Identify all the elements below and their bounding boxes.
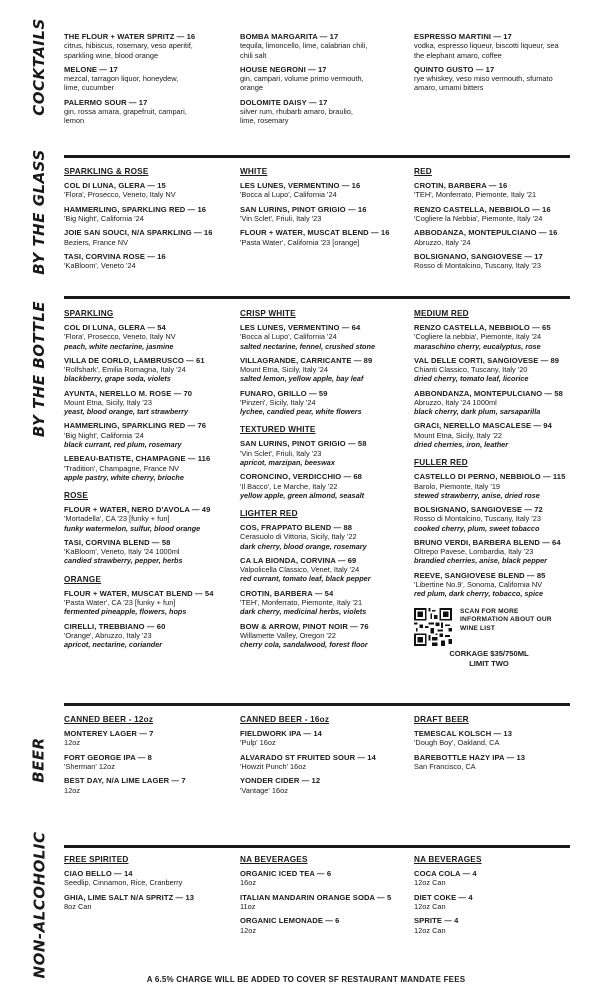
item-tasting-notes: cherry cola, sandalwood, forest floor bbox=[240, 640, 368, 650]
item-name: COL DI LUNA, GLERA — 54 bbox=[64, 323, 166, 332]
item-description: tequila, limoncello, lime, calabrian chili, bbox=[240, 41, 368, 51]
menu-group bbox=[414, 309, 604, 449]
item-tasting-notes: maraschino cherry, eucalyptus, rose bbox=[414, 341, 541, 351]
divider-1 bbox=[64, 155, 570, 158]
bottle-section bbox=[0, 300, 612, 709]
menu-item bbox=[64, 589, 232, 617]
item-name: YONDER CIDER — 12 bbox=[240, 776, 321, 786]
item-description: Oltrepo Pavese, Lombardia, Italy '23 bbox=[414, 547, 534, 557]
menu-item bbox=[64, 421, 232, 449]
item-name: TASI, CORVINA ROSE — 16 bbox=[64, 251, 166, 261]
menu-group bbox=[240, 509, 408, 649]
item-description: 'Bocca al Lupo', California '24 bbox=[240, 190, 337, 200]
cocktails-col-3 bbox=[414, 32, 604, 98]
nonalc-side-label-wrap bbox=[16, 831, 62, 979]
menu-item bbox=[414, 205, 604, 224]
menu-group bbox=[64, 167, 232, 270]
menu-group bbox=[240, 855, 408, 935]
item-name: BAREBOTTLE HAZY IPA — 13 bbox=[414, 752, 526, 762]
item-description: gin, rossa amara, grapefruit, campari, bbox=[64, 107, 187, 117]
item-tasting-notes: apricot, marzipan, beeswax bbox=[240, 458, 335, 468]
item-name: ABBODANZA, MONTEPULCIANO — 16 bbox=[414, 228, 558, 238]
menu-group bbox=[64, 715, 232, 795]
item-description: 'Orange', Abruzzo, Italy '23 bbox=[64, 630, 152, 640]
menu-item bbox=[64, 622, 232, 650]
item-name: HAMMERLING, SPARKLING RED — 16 bbox=[64, 204, 207, 214]
divider-2 bbox=[64, 296, 570, 299]
item-description: 'Pulp' 16oz bbox=[240, 738, 276, 748]
item-description: 'Howzit Punch' 16oz bbox=[240, 762, 307, 772]
item-name: ORGANIC LEMONADE — 6 bbox=[240, 916, 340, 926]
item-description: silver rum, rhubarb amaro, braulio, bbox=[240, 107, 353, 117]
item-description: 'Flora', Prosecco, Veneto, Italy NV bbox=[64, 332, 176, 342]
item-name: CIRELLI, TREBBIANO — 60 bbox=[64, 621, 166, 631]
beer-side-label-wrap bbox=[16, 715, 62, 805]
item-description: 12oz Can bbox=[414, 925, 446, 935]
nonalc-col-1 bbox=[64, 855, 232, 920]
item-name: CASTELLO DI PERNO, NEBBIOLO — 115 bbox=[414, 472, 566, 482]
menu-item bbox=[240, 181, 408, 200]
item-name: MONTEREY LAGER — 7 bbox=[64, 729, 154, 738]
item-name: GHIA, LIME SALT N/A SPRITZ — 13 bbox=[64, 892, 195, 902]
item-tasting-notes: lychee, candied pear, white flowers bbox=[240, 407, 362, 417]
menu-item bbox=[240, 205, 408, 224]
item-tasting-notes: yellow apple, green almond, seasalt bbox=[240, 490, 365, 500]
beer-col-2 bbox=[240, 715, 408, 804]
menu-group bbox=[64, 491, 232, 566]
cocktails-col-1 bbox=[64, 32, 232, 130]
group-heading: NA BEVERAGES bbox=[414, 855, 482, 864]
item-description: 12oz Can bbox=[414, 878, 446, 888]
menu-item bbox=[64, 893, 232, 912]
menu-group bbox=[414, 458, 604, 598]
menu-item bbox=[414, 753, 604, 772]
item-description: vodka, espresso liqueur, biscotti liqueur, sea bbox=[414, 41, 559, 51]
menu-item bbox=[414, 228, 604, 247]
menu-item bbox=[64, 538, 232, 566]
item-name: DOLOMITE DAISY — 17 bbox=[240, 97, 328, 107]
item-name: BOLSIGNANO, SANGIOVESE — 17 bbox=[414, 251, 543, 261]
menu-item bbox=[64, 98, 232, 126]
group-heading: RED bbox=[414, 167, 432, 176]
menu-item bbox=[240, 869, 408, 888]
item-description: orange bbox=[240, 83, 264, 93]
item-name: TEMESCAL KOLSCH — 13 bbox=[414, 729, 513, 738]
item-description: 16oz bbox=[240, 878, 257, 888]
bottle-col-1 bbox=[64, 309, 232, 658]
menu-item bbox=[414, 916, 604, 935]
item-description: Seedlip, Cinnamon, Rice, Cranberry bbox=[64, 878, 183, 888]
item-name: CORONCINO, VERDICCHIO — 68 bbox=[240, 472, 363, 482]
menu-item bbox=[64, 776, 232, 795]
item-description: Abruzzo, Italy '24 bbox=[414, 237, 471, 247]
item-description: 'Cogliere la Nebbia', Piemonte, Italy '24 bbox=[414, 214, 543, 224]
menu-item bbox=[240, 589, 408, 617]
corkage-limit: LIMIT TWO bbox=[469, 658, 509, 668]
menu-item bbox=[240, 439, 408, 467]
item-name: BOLSIGNANO, SANGIOVESE — 72 bbox=[414, 505, 543, 515]
item-name: FORT GEORGE IPA — 8 bbox=[64, 752, 152, 762]
menu-group bbox=[240, 309, 408, 416]
item-description: Beziers, France NV bbox=[64, 237, 129, 247]
item-description: Barolo, Piemonte, Italy '19 bbox=[414, 481, 501, 491]
item-name: ITALIAN MANDARIN ORANGE SODA — 5 bbox=[240, 892, 392, 902]
menu-group bbox=[240, 715, 408, 795]
menu-item bbox=[414, 869, 604, 888]
item-name: FLOUR + WATER, MUSCAT BLEND — 54 bbox=[64, 588, 214, 598]
menu-item bbox=[240, 65, 408, 93]
item-name: DIET COKE — 4 bbox=[414, 892, 473, 902]
menu-item bbox=[64, 505, 232, 533]
menu-item bbox=[240, 556, 408, 584]
item-description: 'Vin Sclet', Friuli, Italy '23 bbox=[240, 448, 322, 458]
menu-item bbox=[64, 323, 232, 351]
nonalc-col-2 bbox=[240, 855, 408, 944]
item-tasting-notes: cooked cherry, plum, sweet tobacco bbox=[414, 523, 540, 533]
item-name: QUINTO GUSTO — 17 bbox=[414, 64, 495, 74]
item-description: amaro, umami bitters bbox=[414, 83, 484, 93]
item-description: lime, cucumber bbox=[64, 83, 115, 93]
item-description: 'Flora', Prosecco, Veneto, Italy NV bbox=[64, 190, 176, 200]
item-name: AYUNTA, NERELLO M. ROSE — 70 bbox=[64, 388, 193, 398]
glass-col-1 bbox=[64, 167, 232, 279]
item-name: FIELDWORK IPA — 14 bbox=[240, 729, 322, 738]
item-name: BOMBA MARGARITA — 17 bbox=[240, 32, 339, 41]
menu-item bbox=[414, 356, 604, 384]
item-description: 'Mortadella', CA '23 [funky + fun] bbox=[64, 514, 170, 524]
menu-item bbox=[414, 181, 604, 200]
menu-group bbox=[240, 167, 408, 247]
item-description: Mount Etna, Sicily, Italy '24 bbox=[240, 365, 328, 375]
item-name: FLOUR + WATER, MUSCAT BLEND — 16 bbox=[240, 228, 390, 238]
qr-code-icon[interactable] bbox=[414, 608, 452, 646]
item-tasting-notes: stewed strawberry, anise, dried rose bbox=[414, 490, 540, 500]
group-heading: CANNED BEER - 12oz bbox=[64, 715, 154, 724]
beer-col-1 bbox=[64, 715, 232, 804]
item-name: COL DI LUNA, GLERA — 15 bbox=[64, 181, 166, 190]
item-name: RENZO CASTELLA, NEBBIOLO — 16 bbox=[414, 204, 551, 214]
item-description: 'KaBloom', Veneto, Italy '24 1000ml bbox=[64, 547, 180, 557]
menu-item bbox=[240, 622, 408, 650]
item-tasting-notes: black cherry, dark plum, sarsaparilla bbox=[414, 407, 541, 417]
nonalc-col-3 bbox=[414, 855, 604, 944]
item-description: Willamette Valley, Oregon '22 bbox=[240, 630, 337, 640]
group-heading: ROSE bbox=[64, 491, 89, 501]
glass-col-2 bbox=[240, 167, 408, 256]
item-description: 'Sherman' 12oz bbox=[64, 762, 115, 772]
item-name: LES LUNES, VERMENTINO — 64 bbox=[240, 323, 361, 332]
group-heading: TEXTURED WHITE bbox=[240, 425, 316, 435]
item-name: THE FLOUR + WATER SPRITZ — 16 bbox=[64, 32, 196, 41]
menu-item bbox=[414, 505, 604, 533]
item-name: FLOUR + WATER, NERO D'AVOLA — 49 bbox=[64, 505, 211, 515]
item-tasting-notes: black currant, red plum, rosemary bbox=[64, 440, 182, 450]
menu-item bbox=[64, 389, 232, 417]
item-tasting-notes: apple pastry, white cherry, brioche bbox=[64, 472, 184, 482]
glass-side-label-wrap bbox=[16, 149, 62, 275]
item-tasting-notes: fermented pineapple, flowers, hops bbox=[64, 607, 187, 617]
menu-item bbox=[414, 472, 604, 500]
item-tasting-notes: salted lemon, yellow apple, bay leaf bbox=[240, 374, 364, 384]
item-description: Rosso di Montalcino, Tuscany, Italy '23 bbox=[414, 261, 541, 271]
menu-group bbox=[414, 855, 604, 935]
item-name: CIAO BELLO — 14 bbox=[64, 869, 133, 878]
nonalc-side-label: NON-ALCOHOLIC bbox=[30, 831, 48, 979]
item-description: 'Libertine No.9', Sonoma, California NV bbox=[414, 580, 543, 590]
item-name: VILLAGRANDE, CARRICANTE — 89 bbox=[240, 355, 373, 365]
item-tasting-notes: apricot, nectarine, coriander bbox=[64, 640, 163, 650]
item-name: SPRITE — 4 bbox=[414, 916, 459, 926]
bottle-col-2 bbox=[240, 309, 408, 658]
menu-item bbox=[64, 454, 232, 482]
glass-section bbox=[0, 149, 612, 292]
menu-item bbox=[240, 228, 408, 247]
item-description: San Francisco, CA bbox=[414, 762, 476, 772]
item-description: 'Vin Sclet', Friuli, Italy '23 bbox=[240, 214, 322, 224]
menu-item bbox=[64, 252, 232, 271]
item-tasting-notes: blackberry, grape soda, violets bbox=[64, 374, 171, 384]
item-description: Cerasuolo di Vittoria, Sicily, Italy '22 bbox=[240, 532, 357, 542]
item-name: REEVE, SANGIOVESE BLEND — 85 bbox=[414, 570, 546, 580]
menu-item bbox=[240, 32, 408, 60]
item-description: Mount Etna, Sicily, Italy '23 bbox=[64, 398, 152, 408]
item-description: 'Bocca al Lupo', California '24 bbox=[240, 332, 337, 342]
menu-item bbox=[240, 729, 408, 748]
item-description: gin, campari, volume primo vermouth, bbox=[240, 74, 364, 84]
item-name: JOIE SAN SOUCI, N/A SPARKLING — 16 bbox=[64, 228, 213, 238]
item-description: Rosso di Montalcino, Tuscany, Italy '23 bbox=[414, 514, 541, 524]
item-tasting-notes: red currant, tomato leaf, black pepper bbox=[240, 574, 371, 584]
item-description: Chianti Classico, Tuscany, Italy '20 bbox=[414, 365, 528, 375]
group-heading: DRAFT BEER bbox=[414, 715, 469, 724]
item-description: 11oz bbox=[240, 902, 256, 912]
corkage-note bbox=[414, 649, 564, 669]
item-name: CA LA BIONDA, CORVINA — 69 bbox=[240, 555, 357, 565]
item-description: chili salt bbox=[240, 50, 267, 60]
item-name: ABBONDANZA, MONTEPULCIANO — 58 bbox=[414, 388, 563, 398]
cocktails-section bbox=[0, 18, 612, 152]
menu-item bbox=[240, 916, 408, 935]
item-name: FUNARO, GRILLO — 59 bbox=[240, 388, 328, 398]
group-heading: CRISP WHITE bbox=[240, 309, 296, 318]
item-description: Abruzzo, Italy '24 1000ml bbox=[414, 398, 497, 408]
item-description: 12oz bbox=[240, 925, 257, 935]
item-name: VILLA DE CORLO, LAMBRUSCO — 61 bbox=[64, 355, 205, 365]
item-description: 12oz Can bbox=[414, 902, 446, 912]
divider-4 bbox=[64, 845, 570, 848]
divider-3 bbox=[64, 703, 570, 706]
item-tasting-notes: peach, white nectarine, jasmine bbox=[64, 341, 174, 351]
item-name: LES LUNES, VERMENTINO — 16 bbox=[240, 181, 361, 190]
item-description: sparkling wine, blood orange bbox=[64, 50, 159, 60]
group-heading: NA BEVERAGES bbox=[240, 855, 308, 864]
item-tasting-notes: funky watermelon, sulfur, blood orange bbox=[64, 523, 201, 533]
item-name: TASI, CORVINA BLEND — 58 bbox=[64, 537, 171, 547]
item-description: citrus, hibiscus, rosemary, veso aperitif, bbox=[64, 41, 193, 51]
item-tasting-notes: brandied cherries, anise, black pepper bbox=[414, 556, 548, 566]
item-description: 'KaBloom', Veneto '24 bbox=[64, 261, 136, 271]
menu-item bbox=[64, 228, 232, 247]
item-description: 'Cogliere la nebbia', Piemonte, Italy '24 bbox=[414, 332, 542, 342]
item-name: COCA COLA — 4 bbox=[414, 869, 477, 878]
menu-item bbox=[414, 252, 604, 271]
menu-item bbox=[240, 98, 408, 126]
item-name: VAL DELLE CORTI, SANGIOVESE — 89 bbox=[414, 355, 560, 365]
menu-group bbox=[414, 715, 604, 771]
item-description: 'Il Bacco', Le Marche, Italy '22 bbox=[240, 481, 338, 491]
item-name: LEBEAU-BATISTE, CHAMPAGNE — 116 bbox=[64, 454, 211, 464]
menu-item bbox=[414, 893, 604, 912]
bottle-side-label-wrap bbox=[16, 300, 62, 438]
item-name: BEST DAY, N/A LIME LAGER — 7 bbox=[64, 776, 186, 786]
item-description: 'TEH', Monferrato, Piemonte, Italy '21 bbox=[414, 190, 537, 200]
group-heading: FULLER RED bbox=[414, 458, 468, 468]
item-name: SAN LURINS, PINOT GRIGIO — 16 bbox=[240, 204, 367, 214]
item-description: mezcal, tarragon liquor, honeydew, bbox=[64, 74, 179, 84]
menu-group bbox=[414, 167, 604, 270]
bottle-side-label: BY THE BOTTLE bbox=[30, 300, 48, 438]
item-description: Mount Etna, Sicily, Italy '22 bbox=[414, 430, 502, 440]
item-description: 'Pasta Water', California '23 [orange] bbox=[240, 237, 360, 247]
mandate-fee-footer: A 6.5% CHARGE WILL BE ADDED TO COVER SF RESTAURANT MANDATE FEES bbox=[146, 975, 466, 984]
menu-item bbox=[64, 205, 232, 224]
item-description: lemon bbox=[64, 116, 85, 126]
item-tasting-notes: dark cherry, blood orange, rosemary bbox=[240, 541, 367, 551]
item-tasting-notes: dark cherry, medicinal herbs, violets bbox=[240, 607, 367, 617]
item-description: 'Big Night', California '24 bbox=[64, 430, 144, 440]
menu-item bbox=[414, 571, 604, 599]
item-tasting-notes: dried cherries, iron, leather bbox=[414, 440, 509, 450]
group-heading: FREE SPIRITED bbox=[64, 855, 129, 864]
menu-group bbox=[64, 309, 232, 482]
qr-block[interactable] bbox=[414, 608, 604, 646]
item-description: 'Pasta Water', CA '23 [funky + fun] bbox=[64, 598, 176, 608]
menu-item bbox=[240, 893, 408, 912]
item-description: rye whiskey, veso miso vermouth, sfumato bbox=[414, 74, 553, 84]
menu-item bbox=[64, 753, 232, 772]
beer-section bbox=[0, 715, 612, 840]
group-heading: WHITE bbox=[240, 167, 268, 176]
group-heading: SPARKLING bbox=[64, 309, 114, 318]
item-description: 12oz bbox=[64, 785, 81, 795]
menu-item bbox=[414, 323, 604, 351]
group-heading: MEDIUM RED bbox=[414, 309, 469, 318]
item-description: Valpolicella Classico, Venet, Italy '24 bbox=[240, 565, 360, 575]
menu-item bbox=[240, 389, 408, 417]
item-name: BRUNO VERDI, BARBERA BLEND — 64 bbox=[414, 537, 561, 547]
item-description: the elephant amaro, coffee bbox=[414, 50, 502, 60]
group-heading: CANNED BEER - 16oz bbox=[240, 715, 330, 724]
menu-item bbox=[64, 729, 232, 748]
menu-group bbox=[64, 575, 232, 650]
menu-item bbox=[240, 753, 408, 772]
beer-side-label: BEER bbox=[29, 737, 48, 783]
nonalc-section bbox=[0, 831, 612, 979]
menu-item bbox=[64, 869, 232, 888]
menu-group bbox=[240, 425, 408, 500]
menu-item bbox=[240, 356, 408, 384]
item-name: PALERMO SOUR — 17 bbox=[64, 97, 148, 107]
item-name: HOUSE NEGRONI — 17 bbox=[240, 64, 327, 74]
menu-item bbox=[64, 65, 232, 93]
item-name: GRACI, NERELLO MASCALESE — 94 bbox=[414, 421, 552, 431]
corkage-fee: CORKAGE $35/750ML bbox=[449, 648, 529, 658]
group-heading: LIGHTER RED bbox=[240, 509, 298, 519]
item-description: 'TEH', Monferrato, Piemonte, Italy '21 bbox=[240, 598, 363, 608]
item-description: 'Rolfshark', Emilia Romagna, Italy '24 bbox=[64, 365, 186, 375]
bottle-col-3 bbox=[414, 309, 604, 669]
item-name: CROTIN, BARBERA — 16 bbox=[414, 181, 508, 190]
item-name: ALVARADO ST FRUITED SOUR — 14 bbox=[240, 752, 376, 762]
item-name: BOW & ARROW, PINOT NOIR — 76 bbox=[240, 621, 369, 631]
item-tasting-notes: salted nectarine, fennel, crushed stone bbox=[240, 341, 376, 351]
item-tasting-notes: yeast, blood orange, tart strawberry bbox=[64, 407, 189, 417]
menu-item bbox=[240, 323, 408, 351]
glass-col-3 bbox=[414, 167, 604, 279]
qr-caption: SCAN FOR MORE INFORMATION ABOUT OUR WINE LIST bbox=[460, 607, 552, 632]
group-heading: ORANGE bbox=[64, 574, 102, 584]
menu-item bbox=[64, 356, 232, 384]
group-heading: SPARKLING & ROSE bbox=[64, 167, 149, 176]
item-description: 'Tradition', Champagne, France NV bbox=[64, 463, 180, 473]
cocktails-side-label-wrap bbox=[16, 18, 62, 116]
item-description: lime, rosemary bbox=[240, 116, 289, 126]
item-description: 8oz Can bbox=[64, 902, 92, 912]
cocktails-side-label: COCKTAILS bbox=[30, 18, 49, 116]
item-description: 'Vantage' 16oz bbox=[240, 785, 288, 795]
menu-item bbox=[240, 776, 408, 795]
item-name: CROTIN, BARBERA — 54 bbox=[240, 588, 334, 598]
bottle-col-3-groups bbox=[414, 309, 604, 599]
item-name: SAN LURINS, PINOT GRIGIO — 58 bbox=[240, 439, 367, 449]
item-name: HAMMERLING, SPARKLING RED — 76 bbox=[64, 421, 207, 431]
menu-item bbox=[414, 32, 604, 60]
menu-item bbox=[240, 472, 408, 500]
item-name: ESPRESSO MARTINI — 17 bbox=[414, 32, 512, 41]
item-name: COS, FRAPPATO BLEND — 88 bbox=[240, 523, 353, 533]
menu-item bbox=[414, 729, 604, 748]
menu-item bbox=[64, 32, 232, 60]
item-tasting-notes: dried cherry, tomato leaf, licorice bbox=[414, 374, 529, 384]
menu-item bbox=[414, 65, 604, 93]
item-description: 'Pinzeri', Sicily, Italy '24 bbox=[240, 398, 316, 408]
beer-col-3 bbox=[414, 715, 604, 780]
menu-group bbox=[64, 855, 232, 911]
menu-item bbox=[414, 421, 604, 449]
item-description: 12oz bbox=[64, 738, 81, 748]
cocktails-col-2 bbox=[240, 32, 408, 130]
menu-item bbox=[414, 538, 604, 566]
item-tasting-notes: red plum, dark cherry, tobacco, spice bbox=[414, 589, 544, 599]
item-name: RENZO CASTELLA, NEBBIOLO — 65 bbox=[414, 323, 551, 332]
item-name: ORGANIC ICED TEA — 6 bbox=[240, 869, 332, 878]
menu-item bbox=[414, 389, 604, 417]
item-tasting-notes: candied strawberry, pepper, herbs bbox=[64, 556, 183, 566]
menu-item bbox=[64, 181, 232, 200]
item-name: MELONE — 17 bbox=[64, 64, 118, 74]
item-description: 'Dough Boy', Oakland, CA bbox=[414, 738, 500, 748]
menu-item bbox=[240, 523, 408, 551]
item-description: 'Big Night', California '24 bbox=[64, 214, 144, 224]
glass-side-label: BY THE GLASS bbox=[30, 149, 49, 275]
